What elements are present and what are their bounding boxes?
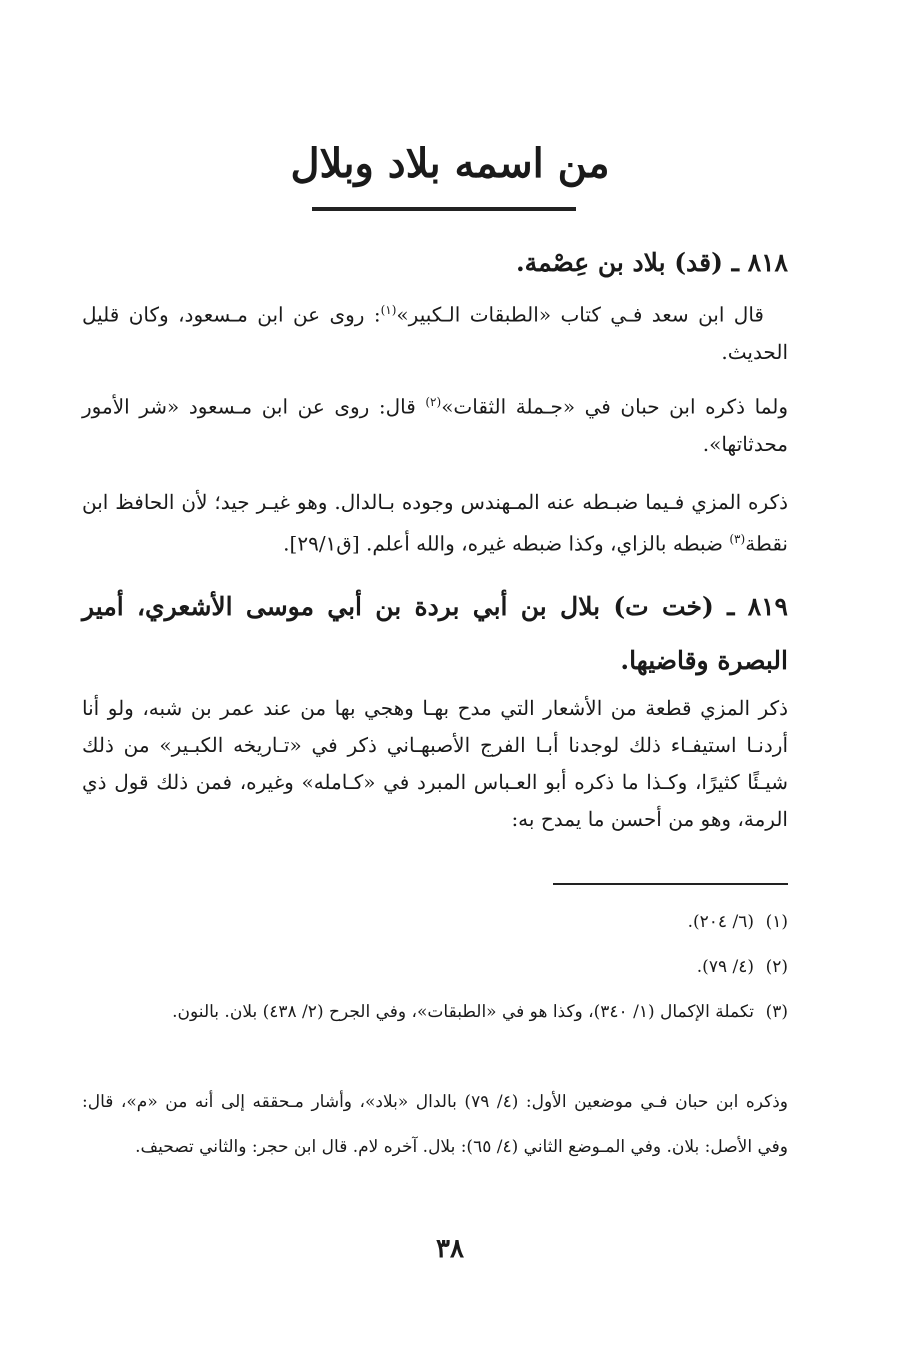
footnote-number: (٣) <box>765 1002 788 1022</box>
footnote-ref-1[interactable]: (١) <box>380 303 397 317</box>
footnote-3-continued: وذكره ابن حبان فـي موضعين الأول: (٤/ ٧٩) بالدال «بلاد»، وأشار مـحققه إلى أنه من «م»، قال: وفي الأصل: بلان. وفي المـوضع الثاني (٤/ ٦٥): بلال. آخره لام. قال ابن حجر: والثاني تصحيف. <box>82 1092 788 1157</box>
footnote-separator <box>553 883 788 885</box>
paragraph-818-1: قال ابن سعد فـي كتاب «الطبقات الـكبير»$^{(١)}$: روى عن ابن مـسعود، وكان قليل الحديث. <box>82 302 788 364</box>
paragraph-818-3: ذكره المزي فـيما ضبـطه عنه المـهندس وجوده بـالدال. وهو غيـر جيد؛ لأن الحافظ ابن نقطة$^{(٣)}$ ضبطه بالزاي، وكذا ضبطه غيره، والله أعلم. [ق٢٩/١]. <box>82 490 788 556</box>
footnote-ref-2[interactable]: (٢) <box>425 395 442 409</box>
entry-heading-819: ٨١٩ ـ (خت ت) بلال بن أبي بردة بن أبي موسى الأشعري، أمير البصرة وقاضيها. <box>82 592 788 675</box>
page-number: ٣٨ <box>436 1234 464 1264</box>
footnote-ref-3[interactable]: (٣) <box>729 532 746 546</box>
paragraph-819-1: ذكر المزي قطعة من الأشعار التي مدح بهـا وهجي بها من عند عمر بن شبه، ولو أنا أردنـا استيفـاء ذلك لوجدنا أبـا الفرج الأصبهـاني ذكر في «تـاريخه الكبـير» من ذلك شيـئًا كثيرًا، وكـذا ما ذكره أبو العـباس المبرد في «كـامله» وغيره، فمن ذلك قول ذي الرمة، وهو من أحسن ما يمدح به: <box>82 696 788 831</box>
footnote-3: (٣)تكملة الإكمال (١/ ٣٤٠)، وكذا هو في «الطبقات»، وفي الجرح (٢/ ٤٣٨) بلان. بالنون. <box>82 990 788 1035</box>
footnote-1: (١)(٦/ ٢٠٤). <box>82 900 788 945</box>
footnote-number: (١) <box>765 912 788 932</box>
title-underline <box>312 207 576 211</box>
paragraph-818-2: ولما ذكره ابن حبان في «جـملة الثقات»$^{(٢)}$ قال: روى عن ابن مـسعود «شر الأمور محدثاتها». <box>82 394 789 456</box>
footnote-2: (٢)(٤/ ٧٩). <box>82 945 788 990</box>
footnote-number: (٢) <box>765 957 788 977</box>
entry-heading-818: ٨١٨ ـ (قد) بلاد بن عِصْمة. <box>515 248 788 277</box>
chapter-title: من اسمه بلاد وبلال <box>290 140 610 187</box>
